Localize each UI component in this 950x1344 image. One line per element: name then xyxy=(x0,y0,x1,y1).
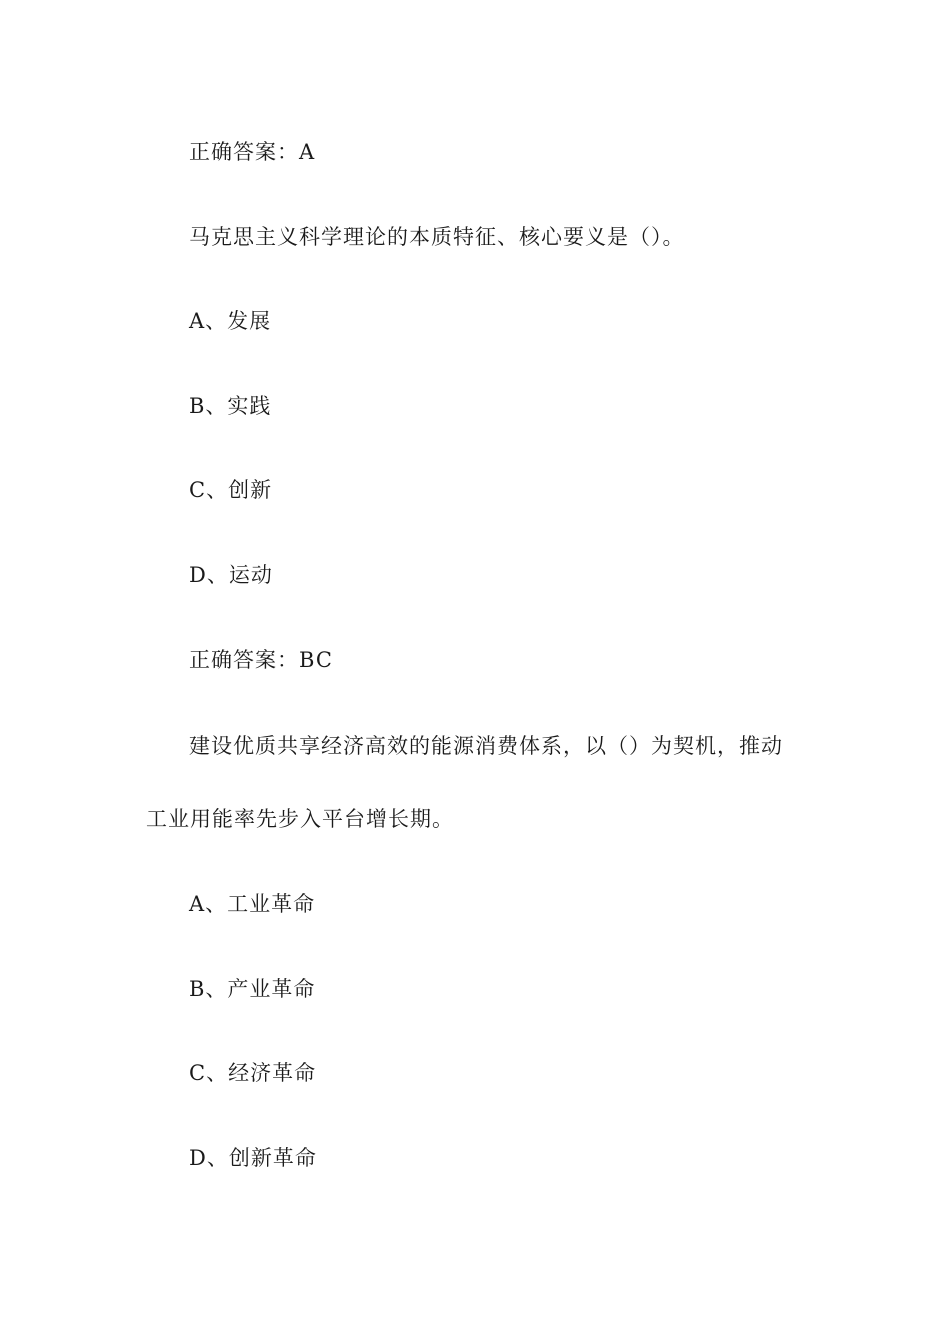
answer-line: 正确答案：A xyxy=(189,140,316,164)
option-d: D、运动 xyxy=(189,563,273,587)
option-c: C、创新 xyxy=(189,478,273,502)
question-text-continued: 工业用能率先步入平台增长期。 xyxy=(146,807,454,831)
option-c: C、经济革命 xyxy=(189,1061,317,1085)
option-d: D、创新革命 xyxy=(189,1146,317,1170)
option-b: B、实践 xyxy=(189,394,272,418)
option-a: A、工业革命 xyxy=(189,892,316,916)
question-text: 马克思主义科学理论的本质特征、核心要义是（）。 xyxy=(189,225,685,249)
answer-line: 正确答案：BC xyxy=(189,648,333,672)
option-b: B、产业革命 xyxy=(189,977,316,1001)
option-a: A、发展 xyxy=(189,309,272,333)
question-text: 建设优质共享经济高效的能源消费体系，以（）为契机，推动 xyxy=(189,734,783,758)
